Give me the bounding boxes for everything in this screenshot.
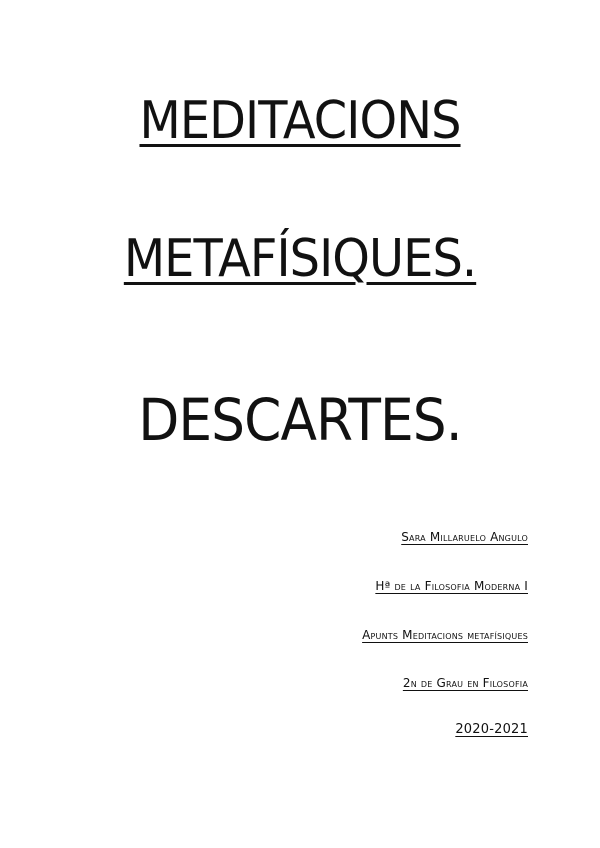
- title-descartes-text: DESCARTES.: [138, 386, 462, 454]
- notes-description: Apunts Meditacions metafísiques: [362, 628, 528, 642]
- author-name: Sara Millaruelo Angulo: [401, 530, 528, 544]
- title-line-meditacions: [24, 91, 576, 151]
- academic-year: 2020-2021: [455, 722, 528, 737]
- title-metafisiques-text: METAFÍSIQUES.: [123, 229, 477, 289]
- title-meditacions-text: MEDITACIONS: [139, 91, 461, 151]
- degree-name: 2n de Grau en Filosofia: [402, 676, 528, 690]
- title-line-metafisiques: [24, 229, 576, 289]
- title-line-descartes: [24, 386, 576, 454]
- course-name: Hª de la Filosofia Moderna I: [375, 579, 528, 593]
